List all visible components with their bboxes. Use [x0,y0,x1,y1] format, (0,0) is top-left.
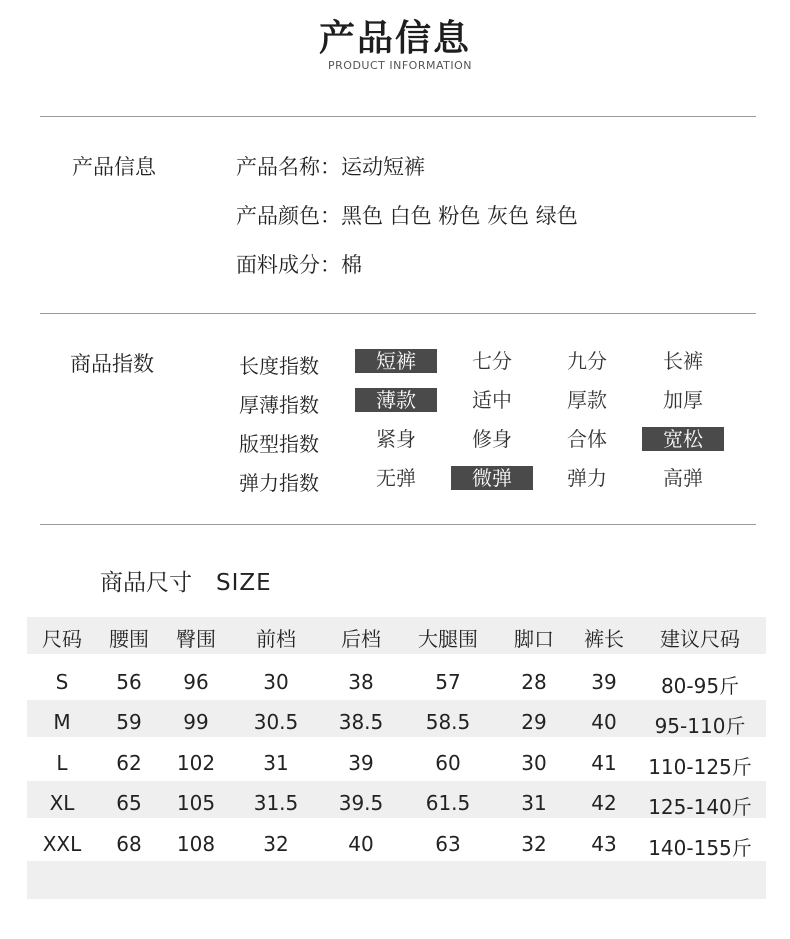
table-header-cell: 臀围 [176,627,216,651]
table-cell: 42 [591,791,617,815]
table-cell: XXL [42,832,82,856]
table-cell: L [56,751,68,775]
table-cell: 40 [348,832,374,856]
table-cell: 105 [176,791,216,815]
table-cell: 41 [591,751,617,775]
size-title-en: SIZE [216,570,272,596]
page-subtitle: PRODUCT INFORMATION [328,59,472,72]
table-cell: 43 [591,832,617,856]
table-cell: 29 [521,710,547,734]
fabric-line: 面料成分：棉 [236,253,362,277]
table-cell: 31 [263,751,289,775]
table-cell: 38 [348,670,374,694]
index-option: 弹力 [567,466,607,490]
table-cell: 58.5 [425,710,471,734]
table-cell: 125-140斤 [648,795,752,819]
index-option: 加厚 [663,388,703,412]
index-row-label: 长度指数 [239,354,319,378]
table-header-cell: 后档 [341,627,381,651]
table-cell: 65 [116,791,142,815]
index-option: 七分 [472,349,512,373]
product-name-line: 产品名称：运动短裤 [236,155,425,179]
table-cell: 140-155斤 [648,836,752,860]
divider [40,116,756,117]
index-row-label: 弹力指数 [239,471,319,495]
table-cell: 31.5 [253,791,299,815]
table-cell: 99 [183,710,209,734]
table-cell: 31 [521,791,547,815]
table-header-cell: 大腿围 [418,627,478,651]
table-cell: 57 [435,670,461,694]
index-option: 厚款 [567,388,607,412]
index-row-label: 版型指数 [239,432,319,456]
table-cell: 30.5 [253,710,299,734]
row-band [27,861,766,899]
divider [40,524,756,525]
index-section-label: 商品指数 [70,352,154,376]
table-header-cell: 建议尺码 [660,627,740,651]
table-cell: XL [49,791,75,815]
table-cell: 32 [521,832,547,856]
index-option-selected: 宽松 [642,427,724,451]
size-title [100,564,272,597]
divider [40,313,756,314]
index-option: 合体 [567,427,607,451]
table-cell: M [53,710,71,734]
table-cell: 59 [116,710,142,734]
table-cell: 108 [176,832,216,856]
page-title: 产品信息 [318,18,471,59]
index-option-selected: 微弹 [451,466,533,490]
table-cell: 30 [263,670,289,694]
table-header-cell: 脚口 [514,627,554,651]
table-cell: 30 [521,751,547,775]
table-cell: 63 [435,832,461,856]
table-cell: 61.5 [425,791,471,815]
index-option-selected: 短裤 [355,349,437,373]
product-color-line: 产品颜色：黑色 白色 粉色 灰色 绿色 [236,204,578,228]
table-cell: 96 [183,670,209,694]
table-cell: 40 [591,710,617,734]
size-title-cn: 商品尺寸 [100,570,192,596]
table-header-cell: 尺码 [42,627,82,651]
table-cell: 39.5 [338,791,384,815]
index-option: 九分 [567,349,607,373]
table-cell: 56 [116,670,142,694]
table-cell: 80-95斤 [660,674,740,698]
table-header-cell: 腰围 [109,627,149,651]
table-cell: 32 [263,832,289,856]
table-cell: 102 [176,751,216,775]
index-option: 高弹 [663,466,703,490]
index-option: 紧身 [376,427,416,451]
index-option: 长裤 [663,349,703,373]
table-cell: 95-110斤 [654,714,746,738]
table-cell: 62 [116,751,142,775]
table-cell: 110-125斤 [648,755,752,779]
table-header-cell: 前档 [256,627,296,651]
index-option: 适中 [472,388,512,412]
table-cell: 60 [435,751,461,775]
index-option: 修身 [472,427,512,451]
table-cell: 38.5 [338,710,384,734]
table-cell: 39 [591,670,617,694]
index-option-selected: 薄款 [355,388,437,412]
table-cell: 68 [116,832,142,856]
table-cell: 28 [521,670,547,694]
product-info-label: 产品信息 [72,155,156,179]
table-cell: 39 [348,751,374,775]
table-cell: S [55,670,69,694]
table-header-cell: 裤长 [584,627,624,651]
index-row-label: 厚薄指数 [239,393,319,417]
index-option: 无弹 [376,466,416,490]
